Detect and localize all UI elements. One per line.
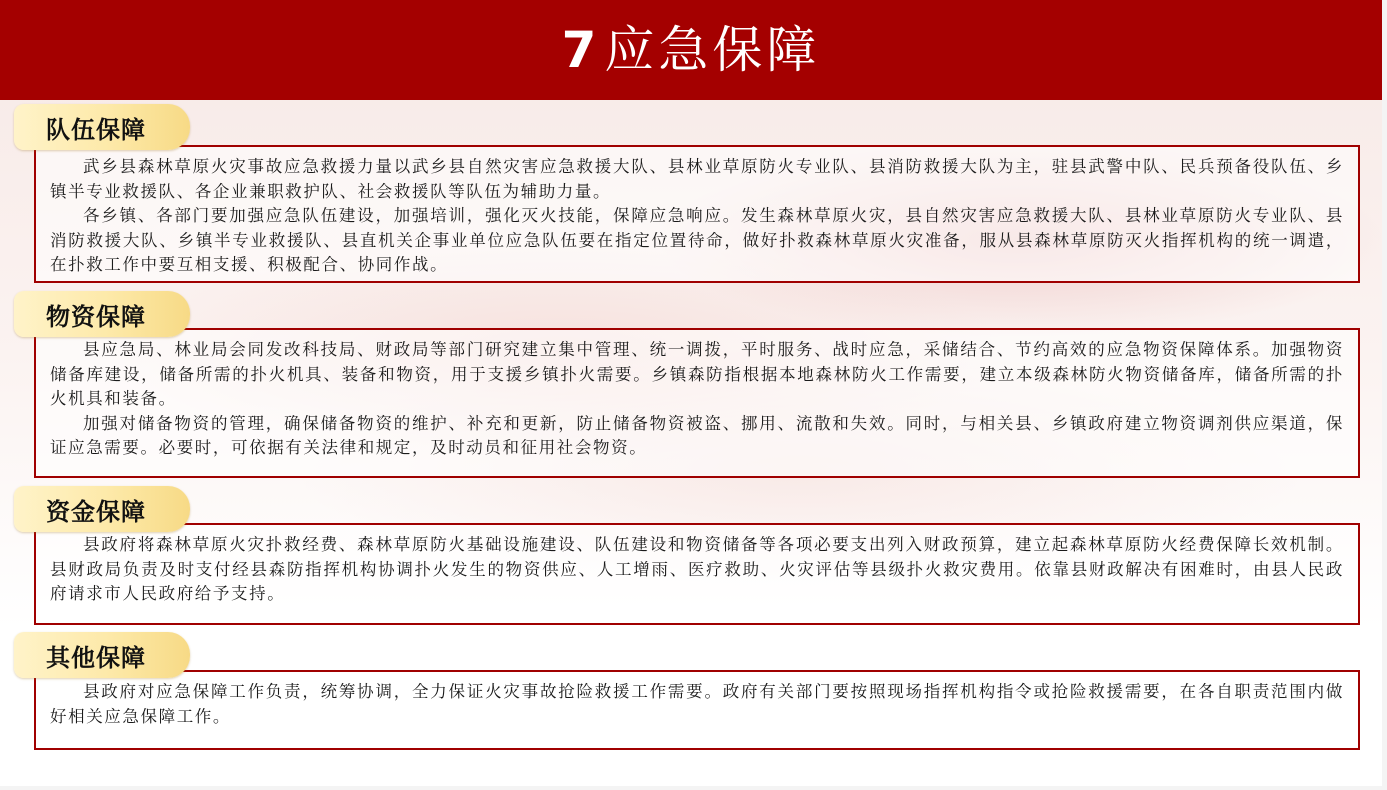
section-box-funding: [34, 523, 1360, 625]
section-paragraph: 加强对储备物资的管理，确保储备物资的维护、补充和更新，防止储备物资被盗、挪用、流散和失效。同时，与相关县、乡镇政府建立物资调剂供应渠道，保证应急需要。必要时，可依据有关法律和规定，及时动员和征用社会物资。: [50, 413, 1344, 457]
section-box-team: [34, 145, 1360, 283]
section-heading: 队伍保障: [46, 115, 146, 144]
section-tab-materials: [14, 291, 190, 337]
section-tab-other: [14, 632, 190, 678]
section-heading: 物资保障: [46, 302, 146, 331]
section-paragraph: 县政府将森林草原火灾扑救经费、森林草原防火基础设施建设、队伍建设和物资储备等各项必要支出列入财政预算，建立起森林草原防火经费保障长效机制。县财政局负责及时支付经县森防指挥机构协调扑火发生的物资供应、人工增雨、医疗救助、火灾评估等县级扑火救灾费用。依靠县财政解决有困难时，由县人民政府请求市人民政府给予支持。: [50, 535, 1344, 603]
page-title: [561, 21, 821, 79]
chapter-title: 应急保障: [604, 21, 821, 79]
section-heading: 资金保障: [46, 497, 146, 526]
section-box-other: [34, 670, 1360, 750]
section-tab-funding: [14, 486, 190, 532]
section-paragraph: 各乡镇、各部门要加强应急队伍建设，加强培训，强化灭火技能，保障应急响应。发生森林草原火灾，县自然灾害应急救援大队、县林业草原防火专业队、县消防救援大队、乡镇半专业救援队、县直机关企事业单位应急队伍要在指定位置待命，做好扑救森林草原火灾准备，服从县森林草原防灭火指挥机构的统一调遣，在扑救工作中要互相支援、积极配合、协同作战。: [50, 206, 1344, 274]
chapter-number: 7: [561, 21, 601, 79]
section-tab-team: [14, 104, 190, 150]
title-bar: [0, 0, 1382, 100]
section-paragraph: 县政府对应急保障工作负责，统筹协调，全力保证火灾事故抢险救援工作需要。政府有关部门要按照现场指挥机构指令或抢险救援需要，在各自职责范围内做好相关应急保障工作。: [50, 682, 1344, 726]
section-heading: 其他保障: [46, 643, 146, 672]
section-paragraph: 武乡县森林草原火灾事故应急救援力量以武乡县自然灾害应急救援大队、县林业草原防火专业队、县消防救援大队为主，驻县武警中队、民兵预备役队伍、乡镇半专业救援队、各企业兼职救护队、社会救援队等队伍为辅助力量。: [50, 157, 1344, 201]
section-box-materials: [34, 328, 1360, 478]
section-paragraph: 县应急局、林业局会同发改科技局、财政局等部门研究建立集中管理、统一调拨，平时服务、战时应急，采储结合、节约高效的应急物资保障体系。加强物资储备库建设，储备所需的扑火机具、装备和物资，用于支援乡镇扑火需要。乡镇森防指根据本地森林防火工作需要，建立本级森林防火物资储备库，储备所需的扑火机具和装备。: [50, 340, 1344, 408]
